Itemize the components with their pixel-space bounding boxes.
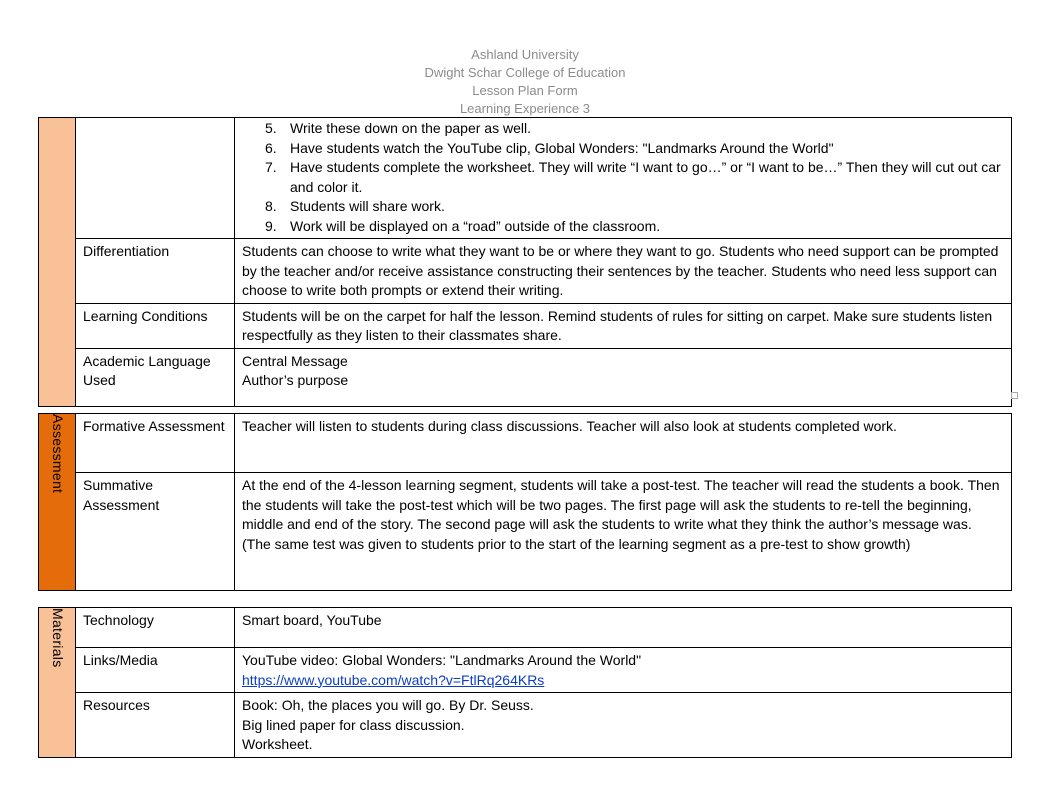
- procedure-step: 9. Work will be displayed on a “road” outside of the classroom.: [265, 217, 661, 234]
- formative-label: Formative Assessment: [76, 414, 235, 473]
- formative-text: Teacher will listen to students during class discussions. Teacher will also look at students completed work.: [235, 414, 1012, 473]
- academic-language-row: [39, 348, 1012, 406]
- academic-term: Central Message: [242, 352, 348, 369]
- procedure-step: 6. Have students watch the YouTube clip, Global Wonders: "Landmarks Around the World": [265, 139, 834, 156]
- summative-text: At the end of the 4-lesson learning segment, students will take a post-test. The teacher will read the students a book. Then the students will take the post-test which will be two pages. The first page will ask the students to re-tell the beginning, middle and end of the story. The second page will ask the students to write what they think the author’s message was. (The same test was given to students prior to the start of the learning segment as a pre-test to show growth): [235, 473, 1012, 591]
- resources-cell: [235, 693, 1012, 758]
- section-sidebar: [39, 118, 76, 407]
- links-cell: [235, 648, 1012, 693]
- materials-side-label: Materials: [49, 608, 66, 668]
- learning-conditions-row: [39, 303, 1012, 348]
- procedure-label-cell: [76, 118, 235, 239]
- technology-row: [39, 608, 1012, 648]
- technology-label: Technology: [76, 608, 235, 648]
- resource-item: Worksheet.: [242, 736, 313, 752]
- materials-sidebar: [39, 608, 76, 758]
- technology-text: Smart board, YouTube: [235, 608, 1012, 648]
- procedure-table: [38, 117, 1012, 407]
- academic-language-label: Academic Language Used: [76, 348, 235, 406]
- links-row: [39, 648, 1012, 693]
- procedure-row: [39, 118, 1012, 239]
- university-name: Ashland University: [471, 47, 579, 62]
- learning-conditions-text: Students will be on the carpet for half the lesson. Remind students of rules for sitting on carpet. Make sure students listen respectfully as they listen to their classmates share.: [235, 303, 1012, 348]
- links-text: YouTube video: Global Wonders: "Landmarks Around the World": [242, 652, 642, 668]
- summative-row: [39, 473, 1012, 591]
- academic-term: Author’s purpose: [242, 372, 349, 388]
- form-title: Lesson Plan Form: [472, 83, 578, 98]
- differentiation-text: Students can choose to write what they want to be or where they want to go. Students who need support can be prompted by the teacher and/or receive assistance constructing their sentences by the teacher. Students who need less support can choose to write both prompts or extend their writing.: [235, 239, 1012, 304]
- procedure-step: 5. Write these down on the paper as well.: [265, 120, 531, 136]
- experience-title: Learning Experience 3: [459, 101, 591, 116]
- resources-row: [39, 693, 1012, 758]
- academic-language-text: [235, 348, 1012, 406]
- assessment-side-label: Assessment: [49, 414, 66, 494]
- table-resize-handle[interactable]: [1011, 392, 1018, 399]
- procedure-step: 8. Students will share work.: [265, 198, 445, 214]
- differentiation-label: Differentiation: [76, 239, 235, 304]
- differentiation-row: [39, 239, 1012, 304]
- procedure-steps-list: [242, 119, 1004, 236]
- formative-row: [39, 414, 1012, 473]
- materials-table: [38, 607, 1012, 758]
- youtube-link[interactable]: https://www.youtube.com/watch?v=FtlRq264KRs: [242, 671, 545, 688]
- links-label: Links/Media: [76, 648, 235, 693]
- resource-item: Book: Oh, the places you will go. By Dr. Seuss.: [242, 697, 534, 713]
- procedure-steps-cell: [235, 118, 1012, 239]
- resources-label: Resources: [76, 693, 235, 758]
- assessment-sidebar: [39, 414, 76, 591]
- procedure-step: 7. Have students complete the worksheet. They will write “I want to go…” or “I want to be…” Then they will cut out car and color it.: [265, 159, 1001, 195]
- college-name: Dwight Schar College of Education: [424, 65, 626, 80]
- page-header: [0, 46, 1050, 118]
- resource-item: Big lined paper for class discussion.: [242, 716, 465, 733]
- assessment-table: [38, 413, 1012, 591]
- summative-label: Summative Assessment: [76, 473, 235, 591]
- learning-conditions-label: Learning Conditions: [76, 303, 235, 348]
